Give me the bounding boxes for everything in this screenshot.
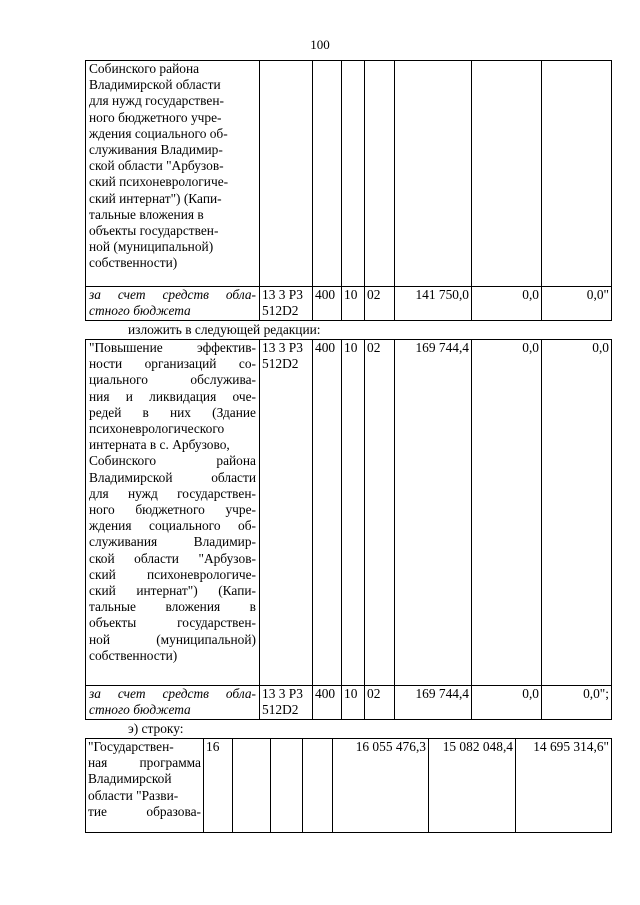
page-number: 100 bbox=[310, 37, 330, 52]
cell bbox=[233, 739, 271, 833]
text-line: редей в них (Здание bbox=[89, 404, 256, 420]
text-line: ная программа bbox=[88, 755, 201, 771]
cell bbox=[395, 61, 472, 287]
text-line: объекты государствен- bbox=[89, 615, 256, 631]
expense-type-cell: 400 bbox=[313, 287, 342, 321]
table-row bbox=[86, 739, 612, 833]
text-line: тальные вложения в bbox=[89, 599, 256, 615]
amount-cell: 141 750,0 bbox=[395, 287, 472, 321]
text-line: собственности) bbox=[89, 647, 178, 663]
cell bbox=[303, 739, 333, 833]
text-line: интерната в с. Арбузово, bbox=[89, 437, 230, 453]
description-cell bbox=[86, 61, 260, 287]
text-line: ский психоневрологиче- bbox=[89, 174, 229, 190]
funding-source-cell bbox=[86, 287, 260, 321]
cell bbox=[313, 61, 342, 287]
text-line: Владимирской bbox=[88, 771, 172, 787]
amount-cell: 169 744,4 bbox=[395, 686, 472, 720]
amount-cell: 14 695 314,6" bbox=[516, 739, 612, 833]
text-line: ности организаций со- bbox=[89, 356, 256, 372]
code-cell: 13 3 Р3 512D2 bbox=[260, 686, 313, 720]
text-line: Собинского района bbox=[89, 453, 256, 469]
code-cell: 16 bbox=[204, 739, 233, 833]
text-line: ждения социального об- bbox=[89, 125, 228, 141]
table-row bbox=[86, 61, 612, 287]
programme-table bbox=[85, 738, 612, 833]
table-row bbox=[86, 340, 612, 686]
text-line: ский интернат") (Капи- bbox=[89, 583, 256, 599]
budget-table-new bbox=[85, 339, 612, 720]
cell bbox=[271, 739, 303, 833]
text-line: за счет средств обла- bbox=[89, 287, 256, 302]
code-cell: 13 3 Р3 512D2 bbox=[260, 287, 313, 321]
text-line: для нужд государствен- bbox=[89, 93, 224, 109]
text-line: для нужд государствен- bbox=[89, 485, 256, 501]
subsection-cell: 02 bbox=[365, 340, 395, 686]
text-line: тие образова- bbox=[88, 803, 201, 819]
amount-cell: 15 082 048,4 bbox=[429, 739, 516, 833]
section-cell: 10 bbox=[342, 287, 365, 321]
cell bbox=[342, 61, 365, 287]
table-row bbox=[86, 287, 612, 321]
text-line: ной (муниципальной) bbox=[89, 631, 256, 647]
amount-cell: 0,0 bbox=[472, 340, 542, 686]
cell bbox=[542, 61, 612, 287]
text-line: Владимирской области bbox=[89, 77, 221, 93]
subsection-cell: 02 bbox=[365, 686, 395, 720]
text-line: ждения социального об- bbox=[89, 518, 256, 534]
text-line: стного бюджета bbox=[89, 303, 191, 319]
text-line: ной (муниципальной) bbox=[89, 239, 214, 255]
text-line: ного бюджетного учре- bbox=[89, 502, 256, 518]
edit-instruction: изложить в следующей редакции: bbox=[128, 322, 321, 337]
amount-cell: 16 055 476,3 bbox=[333, 739, 429, 833]
text-line: циального обслужива- bbox=[89, 372, 256, 388]
text-line: собственности) bbox=[89, 255, 178, 271]
text-line: области "Разви- bbox=[88, 787, 179, 803]
text-line: "Повышение эффектив- bbox=[89, 340, 256, 355]
code-cell: 13 3 Р3 512D2 bbox=[260, 340, 313, 686]
text-line: ский психоневрологиче- bbox=[89, 566, 256, 582]
text-line: за счет средств обла- bbox=[89, 686, 256, 701]
cell bbox=[472, 61, 542, 287]
code-cell bbox=[260, 61, 313, 287]
budget-table-old bbox=[85, 60, 612, 321]
section-cell: 10 bbox=[342, 686, 365, 720]
text-line: Собинского района bbox=[89, 61, 200, 76]
amount-cell: 169 744,4 bbox=[395, 340, 472, 686]
description-cell bbox=[86, 340, 260, 686]
section-cell: 10 bbox=[342, 340, 365, 686]
text-line: ский интернат") (Капи- bbox=[89, 190, 222, 206]
text-line: ного бюджетного учре- bbox=[89, 109, 222, 125]
text-line: служивания Владимир- bbox=[89, 534, 256, 550]
subsection-cell: 02 bbox=[365, 287, 395, 321]
cell bbox=[365, 61, 395, 287]
text-line: служивания Владимир- bbox=[89, 142, 223, 158]
text-line: тальные вложения в bbox=[89, 206, 204, 222]
text-line: "Государствен- bbox=[88, 739, 174, 754]
text-line: объекты государствен- bbox=[89, 223, 219, 239]
text-line: стного бюджета bbox=[89, 702, 191, 718]
text-line: ской области "Арбузов- bbox=[89, 550, 256, 566]
table-row bbox=[86, 686, 612, 720]
row-instruction: э) строку: bbox=[128, 721, 184, 736]
amount-cell: 0,0 bbox=[472, 287, 542, 321]
description-cell bbox=[86, 739, 204, 833]
amount-cell: 0,0" bbox=[542, 287, 612, 321]
text-line: психоневрологического bbox=[89, 421, 225, 437]
amount-cell: 0,0 bbox=[472, 686, 542, 720]
funding-source-cell bbox=[86, 686, 260, 720]
amount-cell: 0,0"; bbox=[542, 686, 612, 720]
expense-type-cell: 400 bbox=[313, 686, 342, 720]
text-line: Владимирской области bbox=[89, 469, 256, 485]
text-line: ской области "Арбузов- bbox=[89, 158, 224, 174]
amount-cell: 0,0 bbox=[542, 340, 612, 686]
text-line: ния и ликвидация оче- bbox=[89, 388, 256, 404]
expense-type-cell: 400 bbox=[313, 340, 342, 686]
